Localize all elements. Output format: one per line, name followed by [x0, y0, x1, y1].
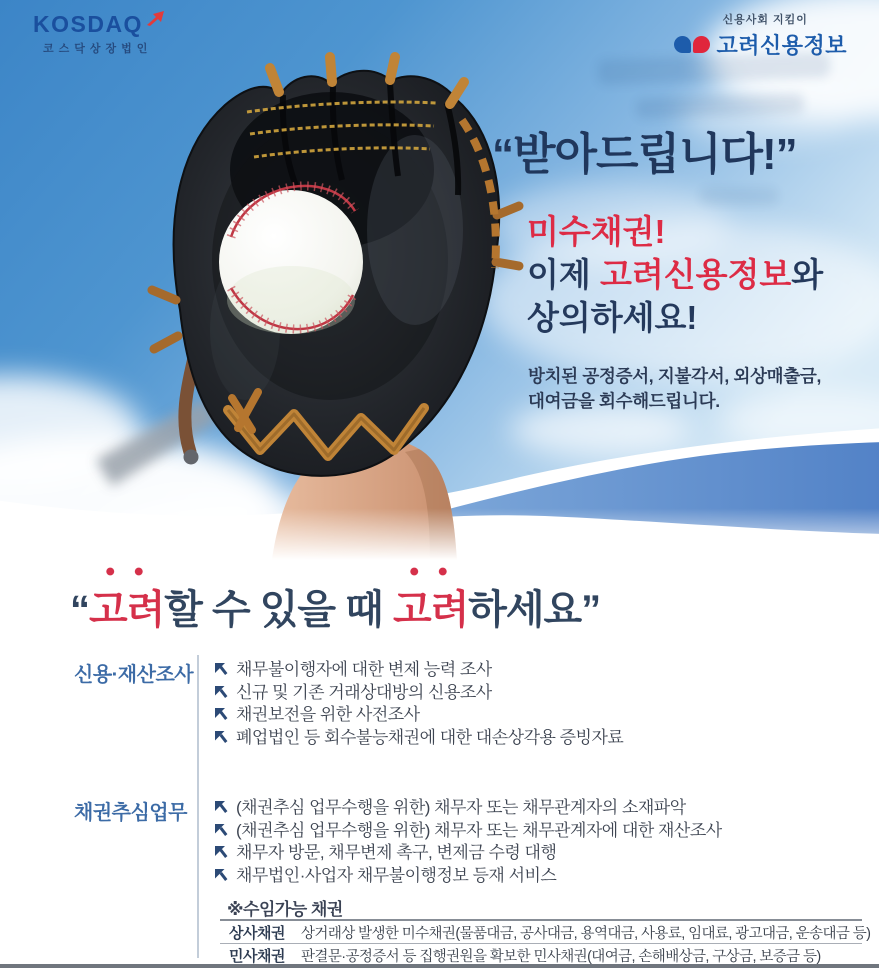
flag-bullet-icon	[215, 663, 225, 673]
debt-collection-list	[215, 797, 722, 887]
list-item: 신규 및 기존 거래상대방의 신용조사	[215, 682, 623, 705]
hero-lead	[527, 210, 823, 339]
flag-bullet-icon	[215, 824, 225, 834]
hero-lead-line3: 상의하세요!	[527, 299, 698, 336]
kosdaq-wordmark: KOSDAQ	[33, 11, 143, 37]
flag-bullet-icon	[215, 869, 225, 879]
list-item: (채권추심 업무수행을 위한) 채무자 또는 채무관계자에 대한 재산조사	[215, 820, 722, 843]
list-item: 채무법인·사업자 채무불이행정보 등재 서비스	[215, 865, 722, 888]
section-divider-line	[197, 655, 199, 958]
flag-bullet-icon	[215, 846, 225, 856]
flag-bullet-icon	[215, 731, 225, 741]
koryo-logo	[674, 11, 847, 60]
table-row-desc: 상거래상 발생한 미수채권(물품대금, 공사대금, 용역대금, 사용료, 임대료, 광고대금, 운송대금 등)	[301, 925, 871, 942]
emphasis-dots	[400, 567, 457, 576]
hero-headline: “받아드립니다!”	[492, 130, 797, 179]
list-item: 채권보전을 위한 사전조사	[215, 704, 623, 727]
list-item: (채권추심 업무수행을 위한) 채무자 또는 채무관계자의 소재파악	[215, 797, 722, 820]
hero-body-text: 방치된 공정증서, 지불각서, 외상매출금, 대여금을 회수해드립니다.	[528, 366, 822, 411]
flag-bullet-icon	[215, 801, 225, 811]
table-row-label: 민사채권	[229, 947, 285, 965]
koryo-logo-blue-icon	[674, 36, 691, 53]
list-item: 채무자 방문, 채무변제 촉구, 변제금 수령 대행	[215, 842, 722, 865]
acceptable-claims-note: ※수임가능 채권	[227, 900, 343, 919]
emphasis-dots	[96, 567, 153, 576]
koryo-tagline: 신용사회 지킴이	[722, 14, 808, 26]
credit-investigation-list	[215, 659, 623, 749]
table-row-desc: 판결문·공정증서 등 집행권원을 확보한 민사채권(대여금, 손해배상금, 구상금, 보증금 등)	[301, 948, 821, 965]
table-row	[220, 921, 871, 944]
koryo-company-name: 고려신용정보	[716, 33, 847, 58]
list-item: 채무불이행자에 대한 변제 능력 조사	[215, 659, 623, 682]
section-title-credit-investigation: 신용·재산조사	[74, 664, 194, 686]
flag-bullet-icon	[215, 708, 225, 718]
hero-lead-line2: 이제 고려신용정보와	[527, 256, 824, 293]
kosdaq-subtitle: 코스닥상장법인	[43, 43, 153, 55]
hero-lead-line1: 미수채권!	[527, 213, 666, 250]
kosdaq-logo	[33, 12, 165, 56]
kosdaq-arrow-icon	[145, 10, 165, 26]
section-title-debt-collection: 채권추심업무	[74, 802, 187, 824]
list-item: 폐업법인 등 회수불능채권에 대한 대손상각용 증빙자료	[215, 727, 623, 750]
bottom-rule	[0, 964, 879, 968]
mid-headline: “ 고려할 수 있을 때 고려하세요”	[70, 578, 600, 635]
flag-bullet-icon	[215, 686, 225, 696]
table-row-label: 상사채권	[229, 924, 285, 942]
claims-table	[220, 919, 871, 967]
koryo-logo-red-icon	[693, 36, 710, 53]
